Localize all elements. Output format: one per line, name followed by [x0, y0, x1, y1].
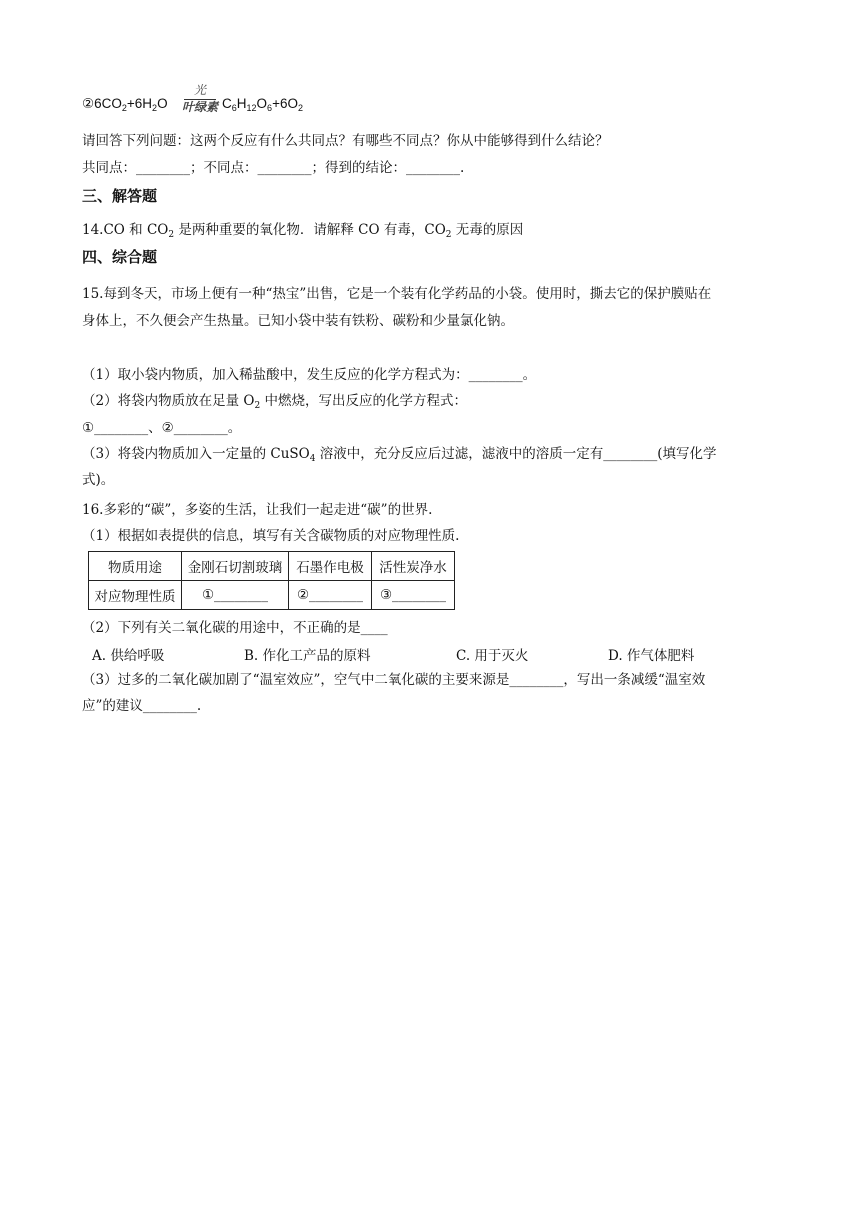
q15-part-2: [82, 391, 467, 411]
subscript: 2: [168, 230, 175, 240]
equation-text: O: [157, 96, 168, 111]
subscript: 2: [445, 230, 452, 240]
q14-text: [82, 220, 523, 240]
table-cell: 活性炭净水: [372, 552, 455, 581]
carbon-properties-table: [88, 551, 455, 610]
subscript: 2: [152, 103, 158, 113]
q15-part-2-text: （2）将袋内物质放在足量 O: [82, 393, 255, 409]
equation-text: +6O: [272, 96, 298, 111]
condition-chlorophyll: 叶绿素: [181, 100, 218, 114]
q14-text-part: 无毒的原因: [451, 222, 524, 238]
table-cell: 金刚石切割玻璃: [182, 552, 289, 581]
equation-text: O: [256, 96, 268, 111]
table-row: [89, 581, 455, 610]
section-3-heading: 三、解答题: [82, 187, 158, 205]
q15-part-3-text: 溶液中，充分反应后过滤，滤液中的溶质一定有________(填写化学: [315, 446, 717, 462]
equation-text: H: [236, 96, 247, 111]
q16-part-1: （1）根据如表提供的信息，填写有关含碳物质的对应物理性质.: [82, 528, 460, 544]
option-b: B. 作化工产品的原料: [244, 648, 371, 664]
q15-line-2: 身体上，不久便会产生热量。已知小袋中装有铁粉、碳粉和少量氯化钠。: [82, 313, 514, 329]
subscript: 12: [246, 103, 257, 113]
reaction-condition: [178, 84, 222, 114]
table-cell: ②________: [289, 581, 372, 610]
subscript: 6: [231, 103, 237, 113]
table-cell: ①________: [182, 581, 289, 610]
q15-part-3-text: （3）将袋内物质加入一定量的 CuSO: [82, 446, 310, 462]
q13-answer-blanks: 共同点：________；不同点：________；得到的结论：________.: [82, 160, 465, 176]
q16-part-3-line-1: （3）过多的二氧化碳加剧了“温室效应”，空气中二氧化碳的主要来源是________，写出一条减缓“温室效: [82, 672, 706, 688]
q15-part-3-cont: 式)。: [82, 472, 115, 488]
equation-text: 6CO: [94, 96, 122, 111]
section-4-heading: 四、综合题: [82, 248, 158, 266]
equation-text: C: [222, 96, 232, 111]
option-d: D. 作气体肥料: [608, 648, 695, 664]
subscript: 2: [297, 103, 303, 113]
q15-part-2-blanks: ①________、②________。: [82, 420, 242, 436]
subscript: 4: [309, 454, 316, 464]
table-cell: 对应物理性质: [89, 581, 182, 610]
q15-line-1: 15.每到冬天，市场上便有一种“热宝”出售，它是一个装有化学药品的小袋。使用时，撕去它的保护膜贴在: [82, 286, 712, 302]
q13-prompt: 请回答下列问题：这两个反应有什么共同点？有哪些不同点？你从中能够得到什么结论？: [82, 133, 609, 149]
equation-text: +6H: [126, 96, 153, 111]
table-cell: 石墨作电极: [289, 552, 372, 581]
equation-products: [222, 96, 303, 111]
subscript: 2: [254, 401, 261, 411]
table-cell: 物质用途: [89, 552, 182, 581]
q16-part-2: （2）下列有关二氧化碳的用途中，不正确的是____: [82, 620, 388, 636]
option-c: C. 用于灭火: [456, 648, 529, 664]
condition-light: 光: [193, 83, 206, 97]
q15-part-1: （1）取小袋内物质，加入稀盐酸中，发生反应的化学方程式为：________。: [82, 367, 537, 383]
q14-text-part: 14.CO 和 CO: [82, 222, 169, 238]
table-row: [89, 552, 455, 581]
q15-part-3: [82, 444, 717, 464]
equation-marker: ②: [82, 96, 95, 111]
q15-part-2-text: 中燃烧，写出反应的化学方程式：: [260, 393, 467, 409]
equation-reactants: [82, 96, 168, 112]
q16-intro: 16.多彩的“碳”，多姿的生活，让我们一起走进“碳”的世界.: [82, 502, 433, 518]
subscript: 6: [267, 103, 273, 113]
option-a: A. 供给呼吸: [92, 648, 165, 664]
subscript: 2: [121, 103, 127, 113]
q16-part-3-line-2: 应”的建议________.: [82, 698, 202, 714]
table-cell: ③________: [372, 581, 455, 610]
q14-text-part: 是两种重要的氧化物．请解释 CO 有毒，CO: [174, 222, 446, 238]
